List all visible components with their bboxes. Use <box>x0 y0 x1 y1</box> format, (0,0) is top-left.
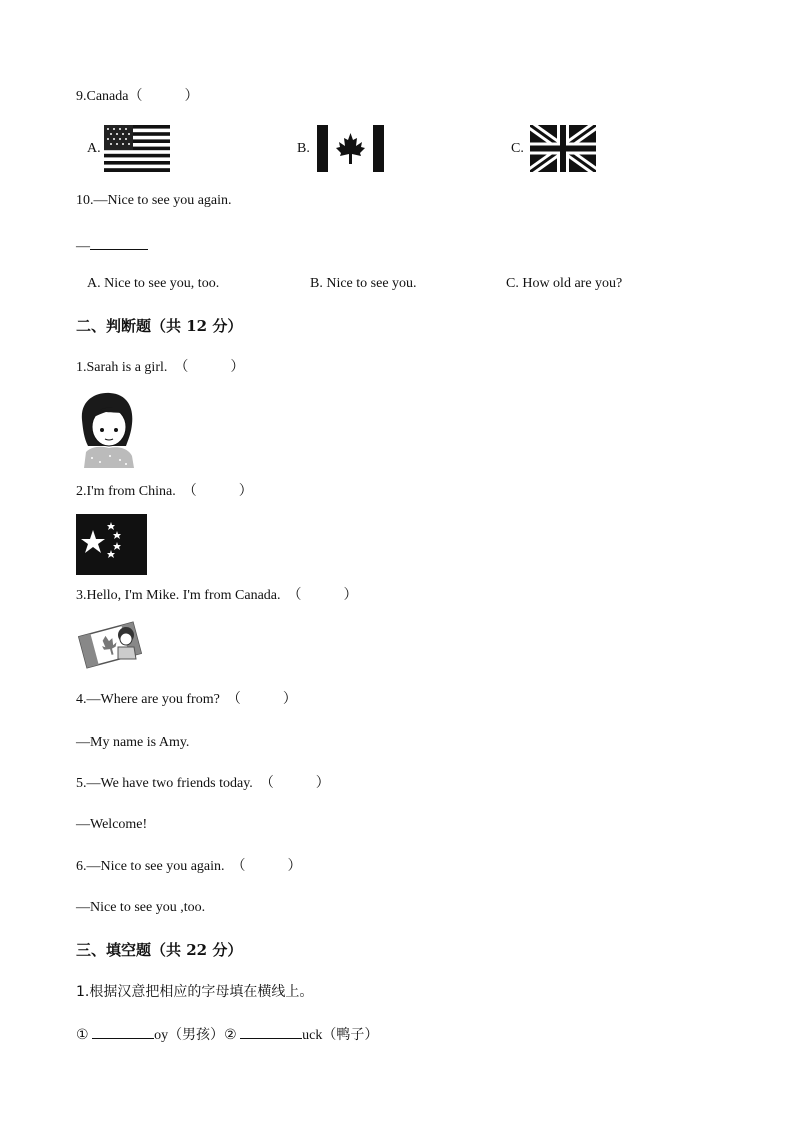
blank-1[interactable] <box>92 1024 154 1039</box>
s2-item-2: 2.I'm from China. （ ） <box>76 484 253 499</box>
q10-option-c: C. How old are you? <box>506 276 623 291</box>
s2-item-6: 6.—Nice to see you again. （ ） <box>76 859 302 874</box>
sarah-girl-image <box>76 390 136 468</box>
q10-option-a: A. Nice to see you, too. <box>87 276 220 291</box>
s2-item-5: 5.—We have two friends today. （ ） <box>76 776 330 791</box>
q10-option-b: B. Nice to see you. <box>310 276 417 291</box>
q9-option-a-label: A. <box>87 141 101 156</box>
section3-instruction: 1.根据汉意把相应的字母填在横线上。 <box>76 984 314 1000</box>
uk-flag-image <box>530 125 596 172</box>
q10-text: 10.—Nice to see you again. <box>76 193 232 208</box>
s2-item-3: 3.Hello, I'm Mike. I'm from Canada. （ ） <box>76 588 358 603</box>
q10-answer-line: — <box>76 235 148 256</box>
section3-title: 三、填空题（共 22 分） <box>76 941 243 959</box>
s2-item-4-reply: —My name is Amy. <box>76 735 190 750</box>
section2-title: 二、判断题（共 12 分） <box>76 317 243 335</box>
blank-2[interactable] <box>240 1024 302 1039</box>
s2-item-1: 1.Sarah is a girl. （ ） <box>76 360 245 375</box>
usa-flag-image <box>104 125 170 172</box>
q9-text: 9.Canada（ ） <box>76 89 199 104</box>
q9-option-b-label: B. <box>297 141 310 156</box>
s2-item-4: 4.—Where are you from? （ ） <box>76 692 297 707</box>
mike-canada-flag-image <box>78 617 142 671</box>
china-flag-image <box>76 514 147 575</box>
s2-item-6-reply: —Nice to see you ,too. <box>76 900 206 915</box>
fill-blank-row: ① oy（男孩）② uck（鸭子） <box>76 1024 378 1045</box>
q9-option-c-label: C. <box>511 141 524 156</box>
s2-item-5-reply: —Welcome! <box>76 817 148 832</box>
canada-flag-image <box>317 125 384 172</box>
